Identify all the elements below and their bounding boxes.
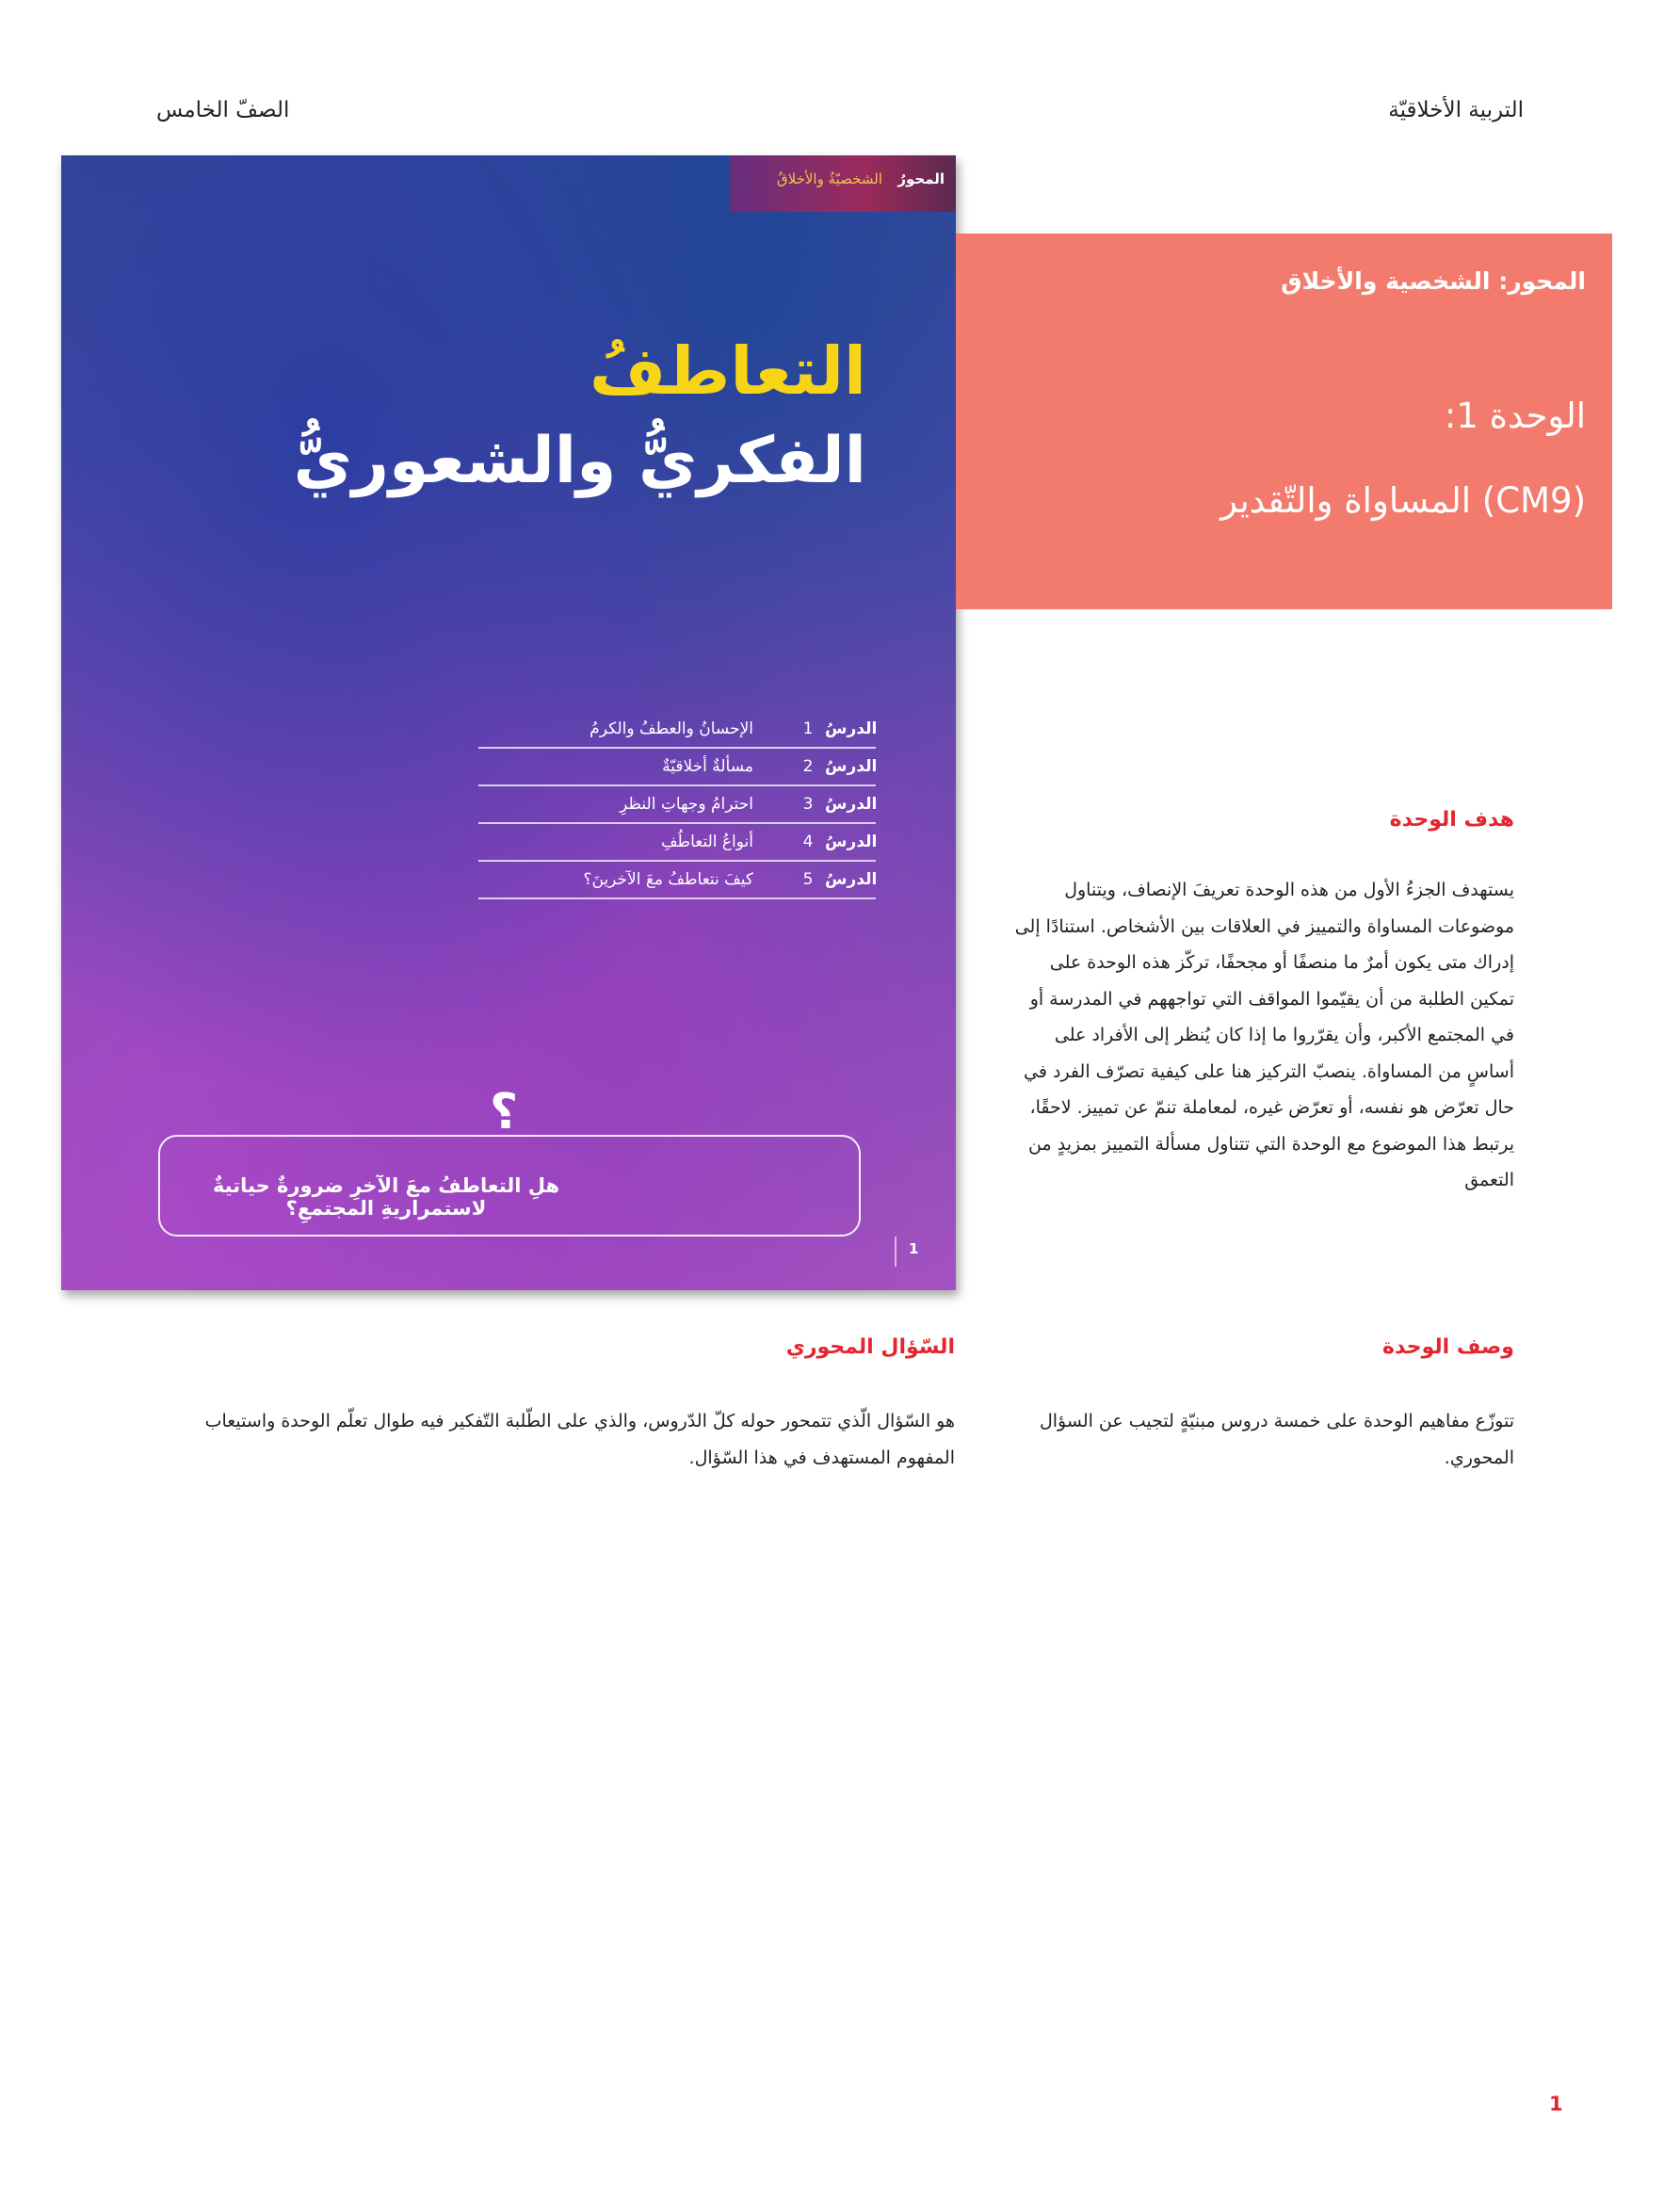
lesson-label: الدرسُ [825,833,878,851]
lesson-number: 4 [802,833,814,851]
unit-axis: المحور: الشخصية والأخلاق [1281,267,1586,295]
lesson-row [478,862,876,899]
lesson-title: مسألةٌ أخلاقيّةٌ [662,757,753,776]
grade-header: الصفّ الخامس [156,98,290,122]
page-number: 1 [1549,2093,1563,2115]
cover-axis-name: الشخصيّةُ والأخلاقُ [777,170,882,187]
book-cover-thumbnail [61,155,956,1290]
lesson-row [478,786,876,824]
unit-number: الوحدة 1: [1444,396,1586,436]
cover-axis-label: المحورُ [897,170,945,187]
lesson-number: 5 [802,870,814,889]
central-question-text: هو السّؤال الّذي تتمحور حوله كلّ الدّروس، والذي على الطّلبة التّفكير فيه طوال تعلّم الوحدة واستيعاب المفهوم المستهدف في هذا السّؤال. [204,1411,955,1468]
lesson-title: احترامُ وجهاتِ النظرِ [620,795,753,814]
lesson-list [478,711,876,899]
cover-question-text: هلِ التعاطفُ معَ الآخرِ ضرورةٌ حياتيةٌ لاستمراريةِ المجتمعِ؟ [212,1174,560,1220]
lesson-label: الدرسُ [825,795,878,814]
unit-goal-text: يستهدف الجزءُ الأول من هذه الوحدة تعريفَ الإنصاف، ويتناول موضوعات المساواة والتمييز في العلاقات بين الأشخاص. استنادًا إلى إدراك متى يكون أمرٌ ما منصفًا أو مجحفًا، تركّز هذه الوحدة على تمكين الطلبة من أن يقيّموا المواقف التي تواجههم في المدرسة أو في المجتمع الأكبر، وأن يقرّروا ما إذا كان يُنظر إلى الأفراد على أساسٍ من المساواة. ينصبّ التركيز هنا على كيفية تصرّف الفرد في حال تعرّض هو نفسه، أو تعرّض غيره، لمعاملة تنمّ عن تمييز. لاحقًا، يرتبط هذا الموضوع مع الوحدة التي تتناول مسألة التمييز بمزيدٍ من التعمق [1014,880,1514,1190]
lesson-row [478,711,876,749]
lesson-title: كيفَ نتعاطفُ معَ الآخرينَ؟ [583,870,753,889]
question-mark-icon: ؟ [490,1084,519,1140]
unit-info-box [956,234,1612,609]
lesson-label: الدرسُ [825,720,878,738]
lesson-title: الإحسانُ والعطفُ والكرمُ [590,720,753,738]
unit-goal-heading: هدف الوحدة [1389,808,1514,832]
lesson-number: 1 [802,720,814,738]
cover-page-number: 1 [909,1240,919,1257]
lesson-label: الدرسُ [825,870,878,889]
lesson-label: الدرسُ [825,757,878,776]
unit-name: (CM9) المساواة والتّقدير [1220,480,1586,521]
central-question-heading: السّؤال المحوري [785,1335,955,1359]
cover-title-line1: التعاطفُ [590,332,866,410]
unit-description-text: تتوزّع مفاهيم الوحدة على خمسة دروس مبنيّةٍ لتجيب عن السؤال المحوري. [1039,1411,1514,1468]
cover-axis-strip [730,155,956,212]
unit-description-heading: وصف الوحدة [1382,1335,1514,1359]
subject-header: التربية الأخلاقيّة [1388,98,1524,122]
lesson-number: 3 [802,795,814,814]
lesson-row [478,749,876,786]
lesson-row [478,824,876,862]
lesson-title: أنواعُ التعاطُفِ [660,833,753,851]
lesson-number: 2 [802,757,814,776]
cover-page-divider [895,1237,897,1267]
cover-title-line2: الفكريُّ والشعوريُّ [293,424,866,498]
